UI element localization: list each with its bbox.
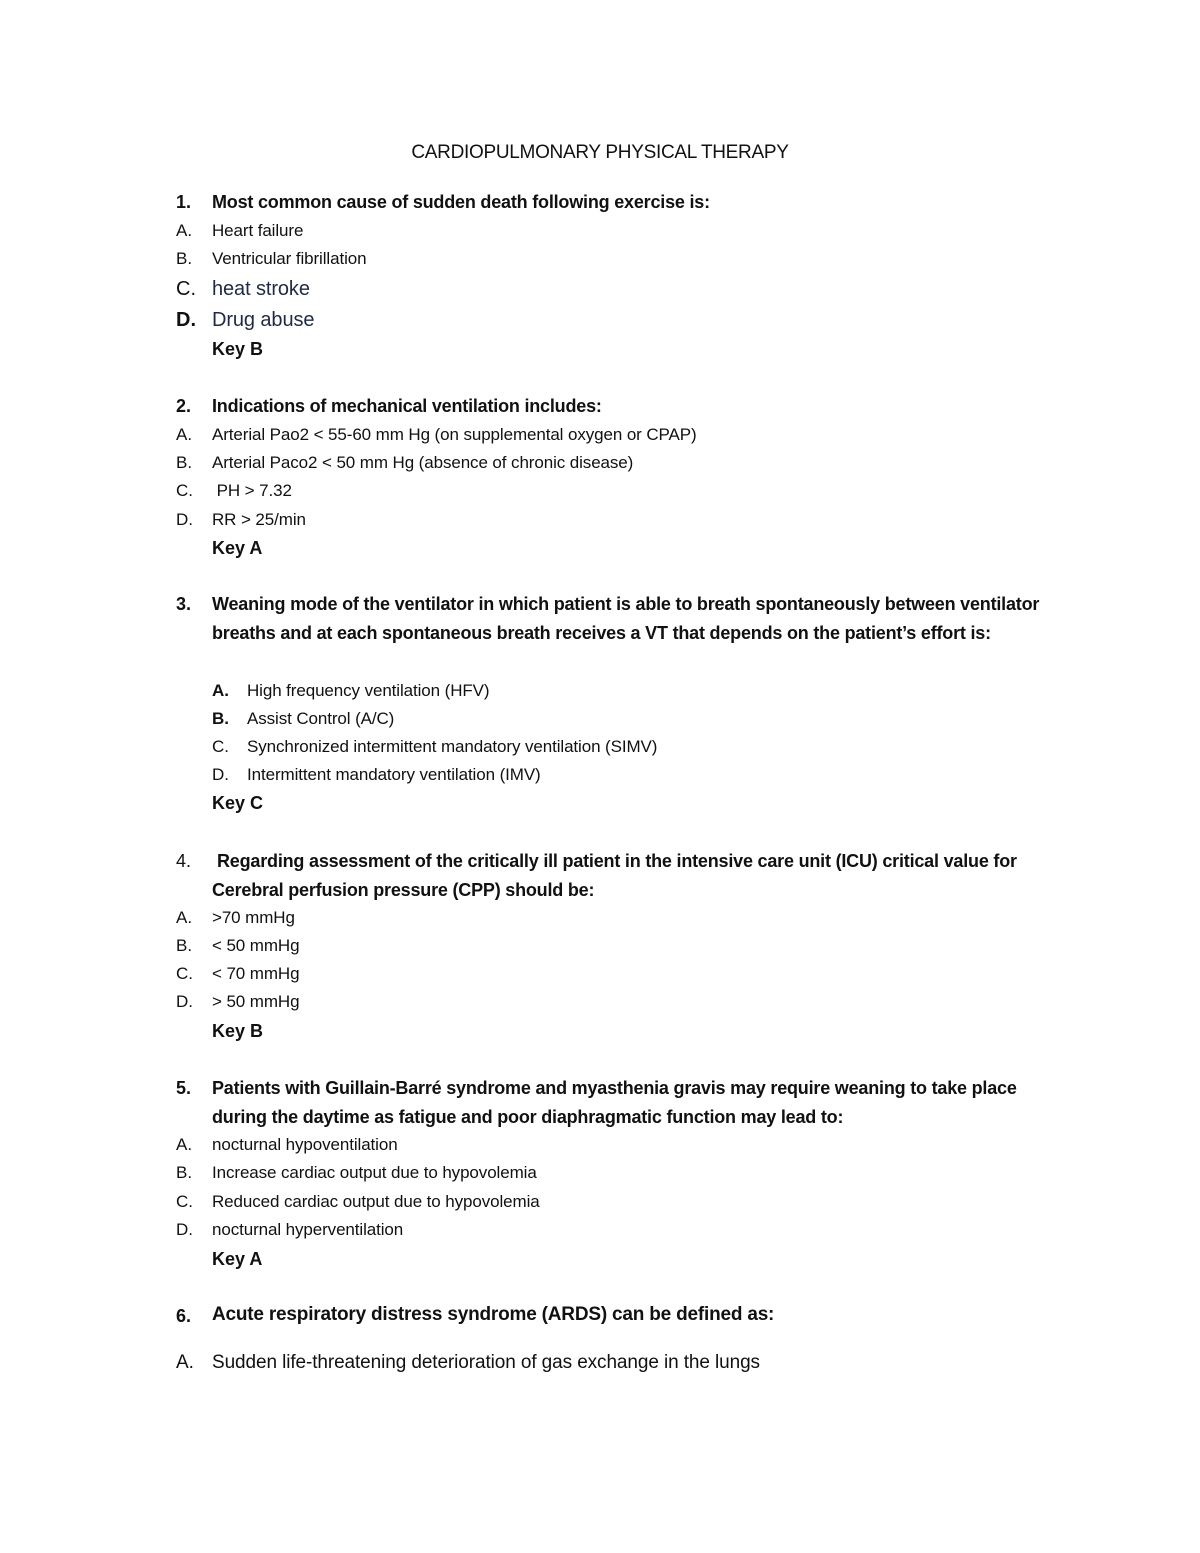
q2-option-d-text: RR > 25/min	[212, 510, 306, 529]
q1-option-a-letter: A.	[176, 221, 193, 240]
q1-option-c-letter: C.	[176, 278, 196, 300]
question-2-text: Indications of mechanical ventilation includes:	[212, 396, 602, 416]
q3-option-b-letter: B.	[212, 709, 229, 728]
question-4-text: Regarding assessment of the critically ill patient in the intensive care unit (ICU) critical value for Cerebral perfusion pressure (CPP) should be:	[212, 851, 1017, 900]
q5-answer-key: Key A	[212, 1249, 263, 1269]
q4-option-c-letter: C.	[176, 964, 193, 983]
question-5-text: Patients with Guillain-Barré syndrome and myasthenia gravis may require weaning to take place during the daytime as fatigue and poor diaphragmatic function may lead to:	[212, 1078, 1017, 1127]
q5-option-a-text: nocturnal hypoventilation	[212, 1135, 398, 1154]
q4-option-d-text: > 50 mmHg	[212, 992, 300, 1011]
q4-option-b-letter: B.	[176, 936, 193, 955]
question-4-number: 4.	[176, 851, 192, 871]
q3-answer-key: Key C	[212, 793, 264, 813]
q4-answer-key: Key B	[212, 1021, 264, 1041]
q4-option-a-letter: A.	[176, 908, 193, 927]
q1-option-b-text: Ventricular fibrillation	[212, 249, 367, 268]
question-1-number: 1.	[176, 192, 192, 212]
question-3-text: Weaning mode of the ventilator in which patient is able to breath spontaneously between ventilator breaths and at each spontaneous breath receives a VT that depends on the patient’s effort is:	[212, 594, 1040, 643]
q3-option-a-text: High frequency ventilation (HFV)	[247, 681, 490, 700]
q4-option-a-text: >70 mmHg	[212, 908, 295, 927]
q2-option-c-text: PH > 7.32	[212, 481, 292, 500]
q3-option-d-text: Intermittent mandatory ventilation (IMV)	[247, 765, 541, 784]
q5-option-d-text: nocturnal hyperventilation	[212, 1220, 404, 1239]
q5-option-b-letter: B.	[176, 1163, 193, 1182]
q1-answer-key: Key B	[212, 339, 264, 359]
question-6-number: 6.	[176, 1306, 192, 1326]
question-2-number: 2.	[176, 396, 192, 416]
q4-option-b-text: < 50 mmHg	[212, 936, 300, 955]
question-6-text: Acute respiratory distress syndrome (ARDS) can be defined as:	[212, 1304, 775, 1325]
q3-option-d-letter: D.	[212, 765, 229, 784]
q1-option-a-text: Heart failure	[212, 221, 304, 240]
q2-option-a-letter: A.	[176, 425, 193, 444]
q1-option-d-letter: D.	[176, 309, 196, 331]
document-title: CARDIOPULMONARY PHYSICAL THERAPY	[411, 142, 789, 163]
q2-answer-key: Key A	[212, 538, 263, 558]
q4-option-c-text: < 70 mmHg	[212, 964, 300, 983]
q2-option-b-text: Arterial Paco2 < 50 mm Hg (absence of chronic disease)	[212, 453, 634, 472]
q5-option-c-letter: C.	[176, 1192, 193, 1211]
q2-option-c-letter: C.	[176, 481, 193, 500]
q2-option-b-letter: B.	[176, 453, 193, 472]
q2-option-d-letter: D.	[176, 510, 193, 529]
q5-option-d-letter: D.	[176, 1220, 193, 1239]
q5-option-b-text: Increase cardiac output due to hypovolemia	[212, 1163, 537, 1182]
q5-option-a-letter: A.	[176, 1135, 193, 1154]
q5-option-c-text: Reduced cardiac output due to hypovolemia	[212, 1192, 540, 1211]
question-5-number: 5.	[176, 1078, 192, 1098]
question-1-text: Most common cause of sudden death following exercise is:	[212, 192, 710, 212]
q1-option-c-text: heat stroke	[212, 278, 310, 300]
q3-option-b-text: Assist Control (A/C)	[247, 709, 395, 728]
q4-option-d-letter: D.	[176, 992, 193, 1011]
q3-option-c-text: Synchronized intermittent mandatory ventilation (SIMV)	[247, 737, 658, 756]
q1-option-b-letter: B.	[176, 249, 193, 268]
question-3-number: 3.	[176, 594, 192, 614]
q6-option-a-text: Sudden life-threatening deterioration of gas exchange in the lungs	[212, 1352, 760, 1373]
q3-option-a-letter: A.	[212, 681, 229, 700]
q2-option-a-text: Arterial Pao2 < 55-60 mm Hg (on supplemental oxygen or CPAP)	[212, 425, 697, 444]
q3-option-c-letter: C.	[212, 737, 229, 756]
q1-option-d-text: Drug abuse	[212, 309, 315, 331]
q6-option-a-letter: A.	[176, 1352, 194, 1373]
